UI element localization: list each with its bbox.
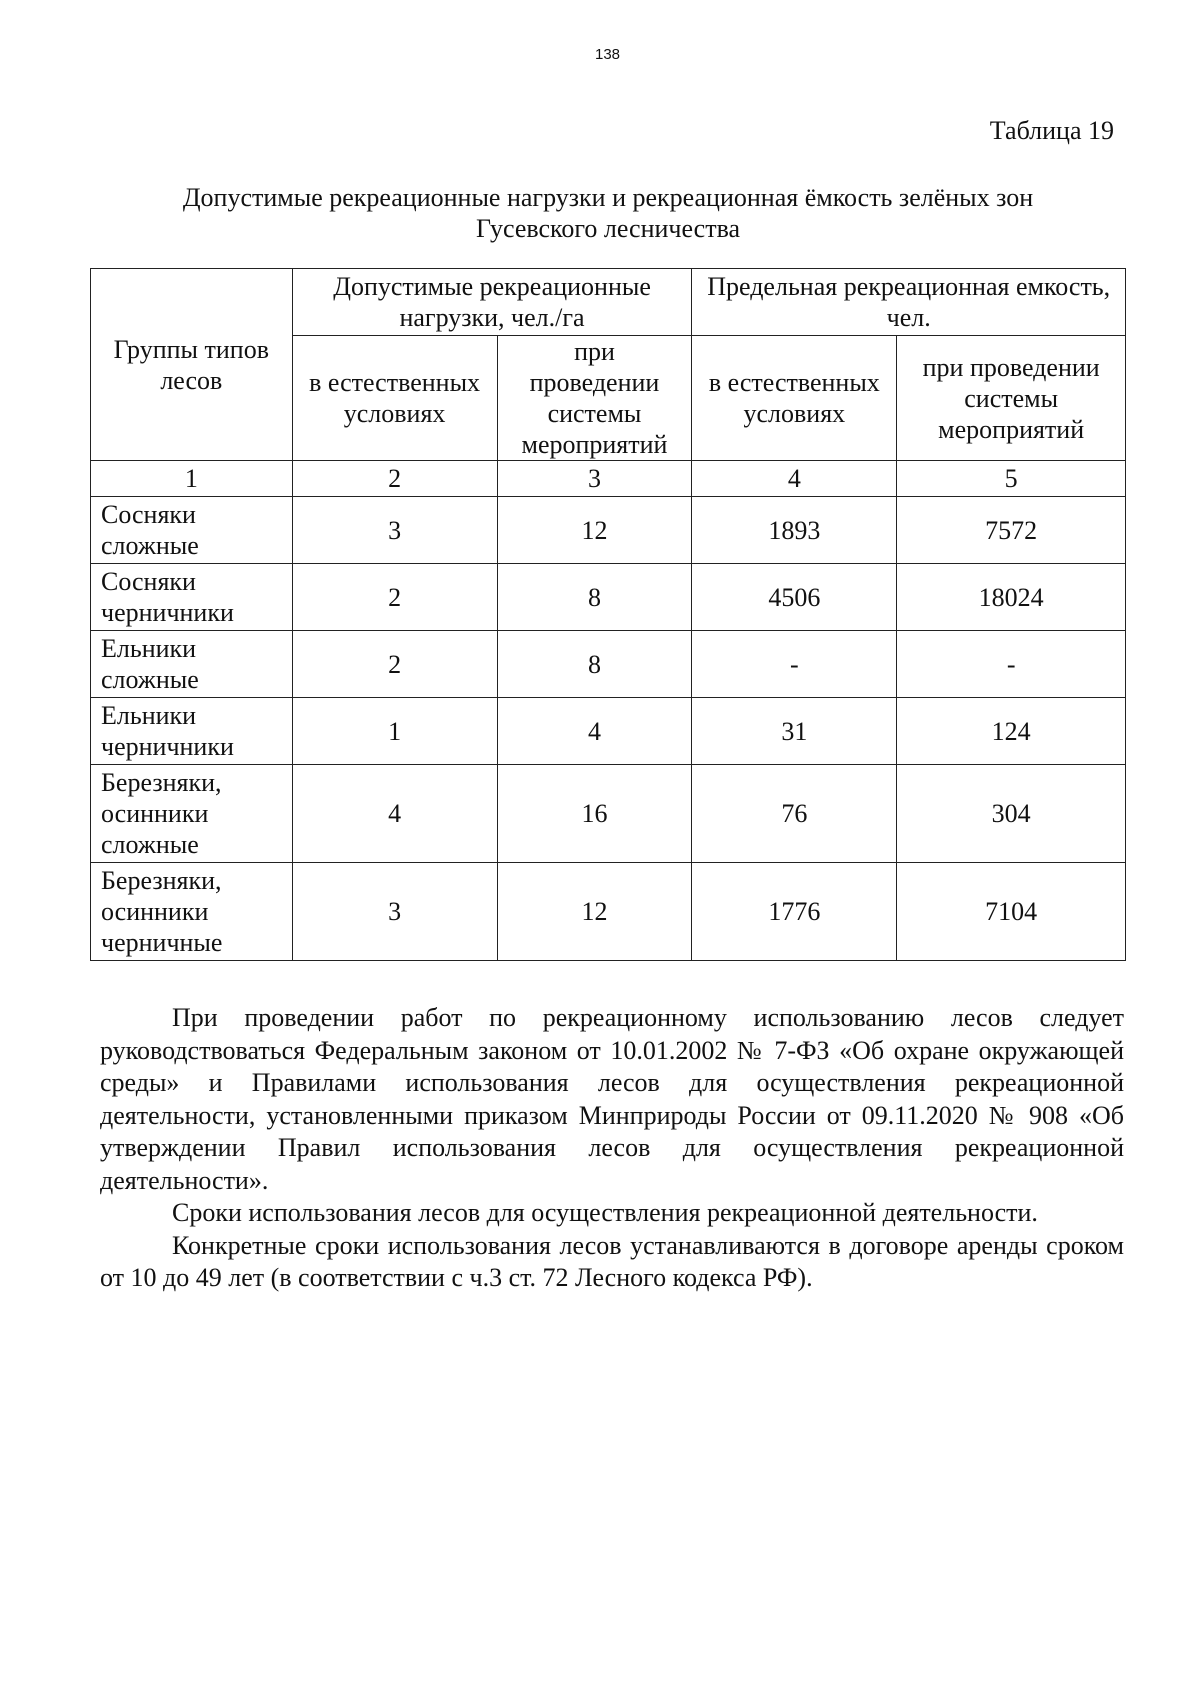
load-natural-cell: 2: [292, 631, 497, 698]
table-title-line-2: Гусевского лесничества: [475, 214, 741, 243]
capacity-natural-cell: 1893: [692, 497, 897, 564]
column-number: 2: [292, 461, 497, 497]
header-capacity-measures: при проведении системы мероприятий: [897, 336, 1126, 461]
capacity-natural-cell: 1776: [692, 863, 897, 961]
column-number-row: [91, 461, 1126, 497]
table-row: [91, 863, 1126, 961]
table-title: [90, 182, 1126, 244]
capacity-natural-cell: 31: [692, 698, 897, 765]
header-group-types: Группы типов лесов: [91, 269, 293, 461]
forest-group-cell: Березняки, осинники черничные: [91, 863, 293, 961]
load-measures-cell: 12: [497, 863, 692, 961]
capacity-measures-cell: -: [897, 631, 1126, 698]
header-capacity-natural: в естественных условиях: [692, 336, 897, 461]
forest-group-cell: Сосняки сложные: [91, 497, 293, 564]
capacity-measures-cell: 18024: [897, 564, 1126, 631]
capacity-measures-cell: 7572: [897, 497, 1126, 564]
capacity-measures-cell: 124: [897, 698, 1126, 765]
load-measures-cell: 8: [497, 631, 692, 698]
capacity-natural-cell: -: [692, 631, 897, 698]
table-row: [91, 698, 1126, 765]
column-number: 5: [897, 461, 1126, 497]
forest-group-cell: Ельники сложные: [91, 631, 293, 698]
capacity-natural-cell: 4506: [692, 564, 897, 631]
load-measures-cell: 8: [497, 564, 692, 631]
table-row: [91, 631, 1126, 698]
body-text: [100, 1002, 1124, 1295]
table-row: [91, 564, 1126, 631]
capacity-natural-cell: 76: [692, 765, 897, 863]
header-capacity: Предельная рекреационная емкость, чел.: [692, 269, 1126, 336]
load-natural-cell: 2: [292, 564, 497, 631]
column-number: 4: [692, 461, 897, 497]
table-row: [91, 765, 1126, 863]
table-label: Таблица 19: [989, 116, 1114, 145]
load-natural-cell: 1: [292, 698, 497, 765]
header-load-natural: в естественных условиях: [292, 336, 497, 461]
load-natural-cell: 3: [292, 863, 497, 961]
column-number: 3: [497, 461, 692, 497]
column-number: 1: [91, 461, 293, 497]
capacity-measures-cell: 7104: [897, 863, 1126, 961]
forest-group-cell: Березняки, осинники сложные: [91, 765, 293, 863]
header-load-measures: при проведении системы мероприятий: [497, 336, 692, 461]
forest-group-cell: Ельники черничники: [91, 698, 293, 765]
header-loads: Допустимые рекреационные нагрузки, чел./га: [292, 269, 692, 336]
load-natural-cell: 4: [292, 765, 497, 863]
paragraph: Сроки использования лесов для осуществления рекреационной деятельности.: [172, 1198, 1038, 1227]
capacity-measures-cell: 304: [897, 765, 1126, 863]
table-title-line-1: Допустимые рекреационные нагрузки и рекреационная ёмкость зелёных зон: [182, 183, 1034, 212]
paragraph: Конкретные сроки использования лесов устанавливаются в договоре аренды сроком от 10 до 49 лет (в соответствии с ч.3 ст. 72 Лесного кодекса РФ).: [100, 1230, 1124, 1292]
recreation-table: [90, 268, 1126, 961]
header-row-1: [91, 269, 1126, 336]
forest-group-cell: Сосняки черничники: [91, 564, 293, 631]
page-number: 138: [594, 46, 621, 63]
paragraph: При проведении работ по рекреационному использованию лесов следует руководствоваться Федеральным законом от 10.01.2002 № 7-ФЗ «Об охране окружающей среды» и Правилами использования лесов для осуществления рекреационной деятельности, установленными приказом Минприроды России от 09.11.2020 № 908 «Об утверждении Правил использования лесов для осуществления рекреационной деятельности».: [100, 1003, 1124, 1195]
load-measures-cell: 12: [497, 497, 692, 564]
load-measures-cell: 16: [497, 765, 692, 863]
load-measures-cell: 4: [497, 698, 692, 765]
load-natural-cell: 3: [292, 497, 497, 564]
table-row: [91, 497, 1126, 564]
